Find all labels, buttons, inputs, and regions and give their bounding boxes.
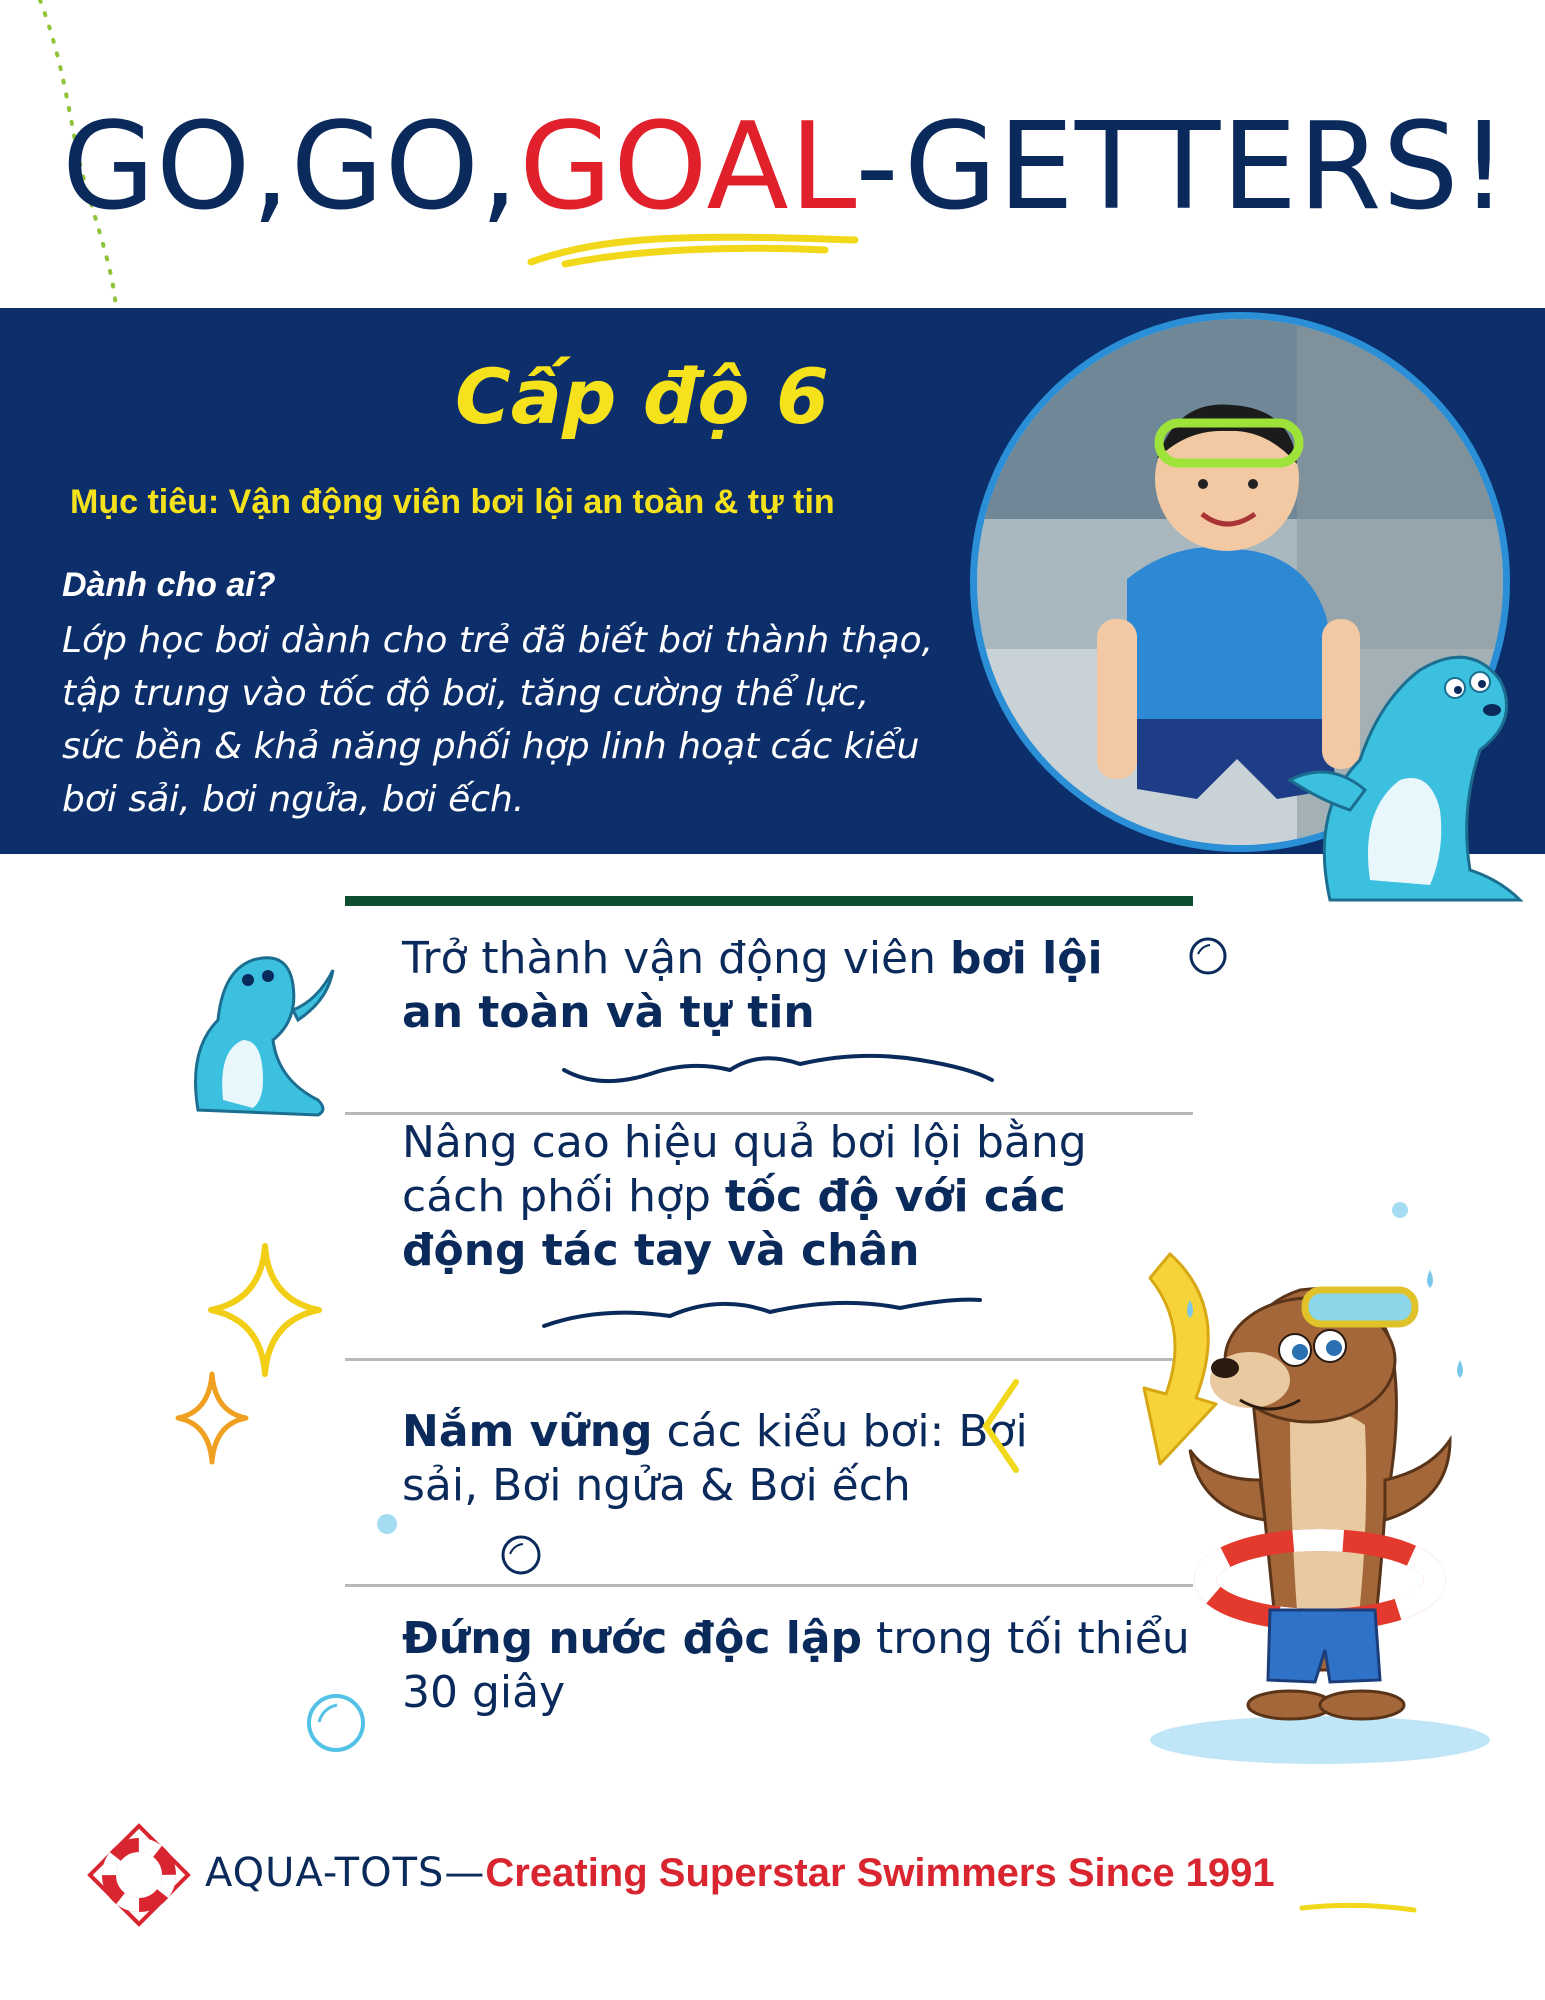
goal-3-bold: Nắm vững (402, 1406, 653, 1457)
bubble-dot-icon (1390, 1200, 1410, 1220)
bubble-icon (500, 1534, 542, 1576)
goal-item-1 (402, 932, 1162, 1040)
goal-separator-1 (345, 1112, 1193, 1115)
goal-1-scribble (560, 1040, 1000, 1090)
bubble-dot-icon (375, 1512, 399, 1536)
level-title: Cấp độ 6 (455, 352, 829, 441)
goal-2-bold: tốc độ với các động tác tay và chân (402, 1171, 1066, 1276)
headline (62, 98, 1509, 238)
goal-item-3 (402, 1405, 1062, 1513)
goal-1-bold: bơi lội an toàn và tự tin (402, 933, 1103, 1038)
bubble-icon (305, 1692, 367, 1754)
goal-separator-2 (345, 1358, 1193, 1361)
footer-brand: AQUA-TOTS— (205, 1850, 486, 1896)
seal-mascot-small-icon (168, 930, 338, 1120)
footer-underline-scribble (1298, 1898, 1418, 1918)
sparkle-icon (172, 1368, 252, 1468)
audience-question: Dành cho ai? (62, 566, 276, 604)
footer-slogan: Creating Superstar Swimmers Since 1991 (485, 1851, 1275, 1895)
headline-part1: GO,GO, (62, 98, 520, 237)
goal-4-text: trong tối thiểu 30 giây (402, 1613, 1190, 1718)
footer-tagline (205, 1850, 1275, 1896)
level-goal: Mục tiêu: Vận động viên bơi lội an toàn & tự tin (70, 483, 835, 521)
goal-item-4 (402, 1612, 1202, 1720)
goal-2-text: Nâng cao hiệu quả bơi lội bằng cách phối hợp (402, 1117, 1087, 1222)
lifebuoy-logo-icon (86, 1822, 192, 1928)
goal-item-2 (402, 1116, 1202, 1278)
headline-underline-scribble (525, 226, 865, 270)
headline-highlight: GOAL (519, 98, 856, 237)
headline-part2: -GETTERS! (855, 98, 1509, 237)
sparkle-icon (205, 1240, 325, 1380)
bubble-icon (1188, 936, 1228, 976)
goal-separator-3 (345, 1584, 1193, 1587)
goal-2-scribble (540, 1286, 990, 1336)
seal-mascot-icon (1270, 610, 1530, 910)
goal-1-text: Trở thành vận động viên (402, 933, 951, 984)
chevron-doodle-icon (976, 1376, 1036, 1476)
audience-description: Lớp học bơi dành cho trẻ đã biết bơi thành thạo, tập trung vào tốc độ bơi, tăng cường thể lực, sức bền & khả năng phối hợp linh hoạt các kiểu bơi sải, bơi ngửa, bơi ếch. (62, 620, 934, 820)
goals-top-bar (345, 896, 1193, 906)
otter-mascot-icon (1130, 1250, 1490, 1770)
goal-3-text: các kiểu bơi: Bơi sải, Bơi ngửa & Bơi ếch (402, 1406, 1028, 1511)
goal-4-bold: Đứng nước độc lập (402, 1613, 863, 1664)
